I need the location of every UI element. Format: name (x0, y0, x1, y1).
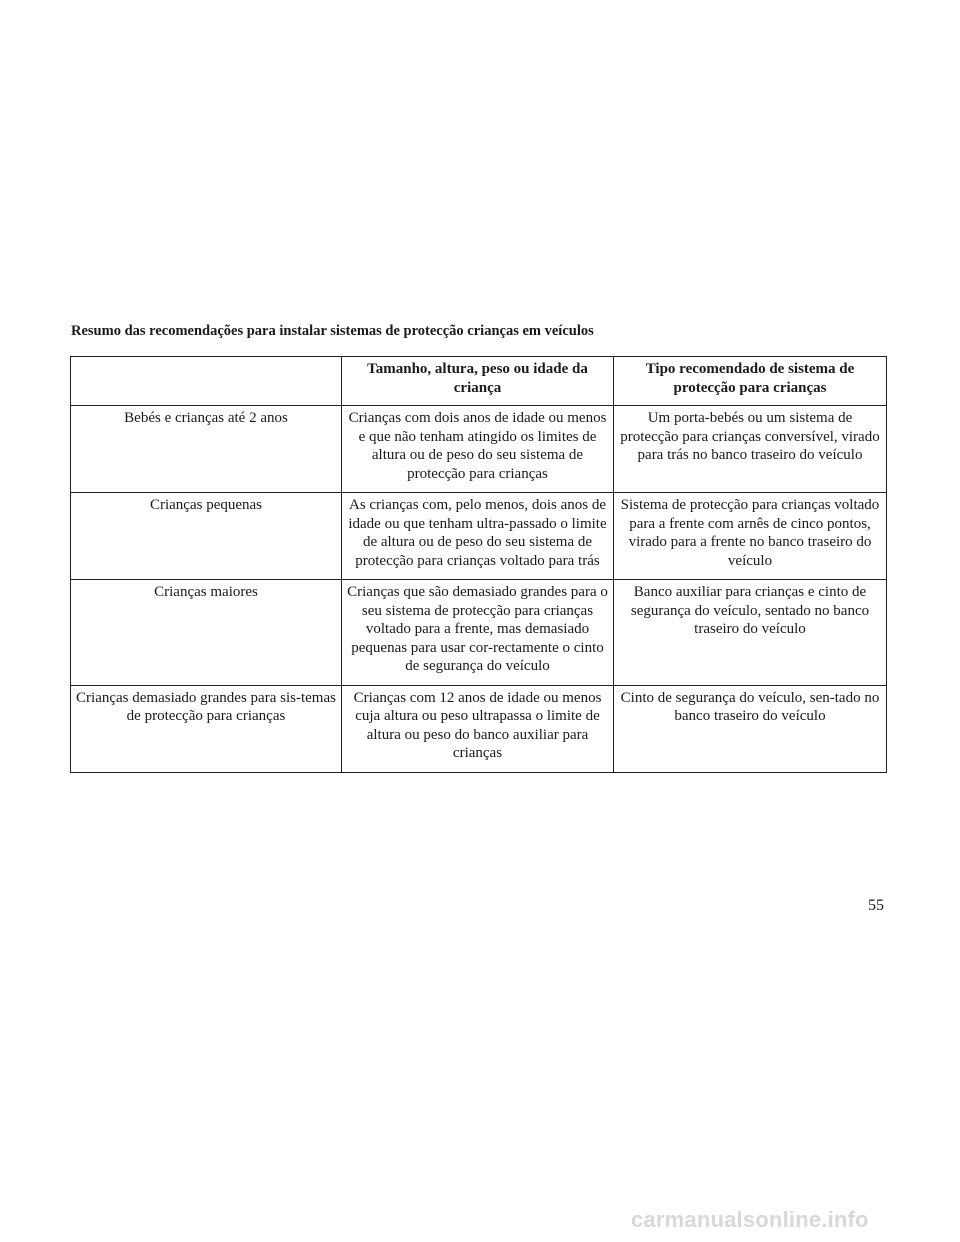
header-cell-child-size: Tamanho, altura, peso ou idade da criança (342, 357, 614, 406)
table-row (71, 406, 887, 493)
table-cell: Um porta-bebés ou um sistema de protecção para crianças conversível, virado para trás no banco traseiro do veículo (614, 406, 887, 493)
header-cell-category (71, 357, 342, 406)
table-cell: Bebés e crianças até 2 anos (71, 406, 342, 493)
page-number: 55 (868, 897, 884, 914)
table-cell: Crianças demasiado grandes para sis-temas de protecção para crianças (71, 685, 342, 772)
table-title: Resumo das recomendações para instalar sistemas de protecção crianças em veículos (71, 323, 594, 339)
table-cell: Crianças com dois anos de idade ou menos e que não tenham atingido os limites de altura ou de peso do seu sistema de protecção para crianças (342, 406, 614, 493)
table-cell: Cinto de segurança do veículo, sen-tado no banco traseiro do veículo (614, 685, 887, 772)
table-row (71, 685, 887, 772)
watermark-text: carmanualsonline.info (631, 1207, 869, 1232)
table-row (71, 580, 887, 686)
table-cell: Crianças com 12 anos de idade ou menos cuja altura ou peso ultrapassa o limite de altura ou peso do banco auxiliar para crianças (342, 685, 614, 772)
table-header-row (71, 357, 887, 406)
table-row (71, 493, 887, 580)
table-cell: Crianças maiores (71, 580, 342, 686)
recommendations-table (70, 356, 887, 773)
table-cell: Crianças que são demasiado grandes para o seu sistema de protecção para crianças voltado para a frente, mas demasiado pequenas para usar cor-rectamente o cinto de segurança do veículo (342, 580, 614, 686)
table-cell: Banco auxiliar para crianças e cinto de segurança do veículo, sentado no banco traseiro do veículo (614, 580, 887, 686)
table-cell: Crianças pequenas (71, 493, 342, 580)
table-cell: Sistema de protecção para crianças voltado para a frente com arnês de cinco pontos, virado para a frente no banco traseiro do veículo (614, 493, 887, 580)
table-cell: As crianças com, pelo menos, dois anos de idade ou que tenham ultra-passado o limite de altura ou de peso do seu sistema de protecção para crianças voltado para trás (342, 493, 614, 580)
header-cell-restraint-type: Tipo recomendado de sistema de protecção para crianças (614, 357, 887, 406)
